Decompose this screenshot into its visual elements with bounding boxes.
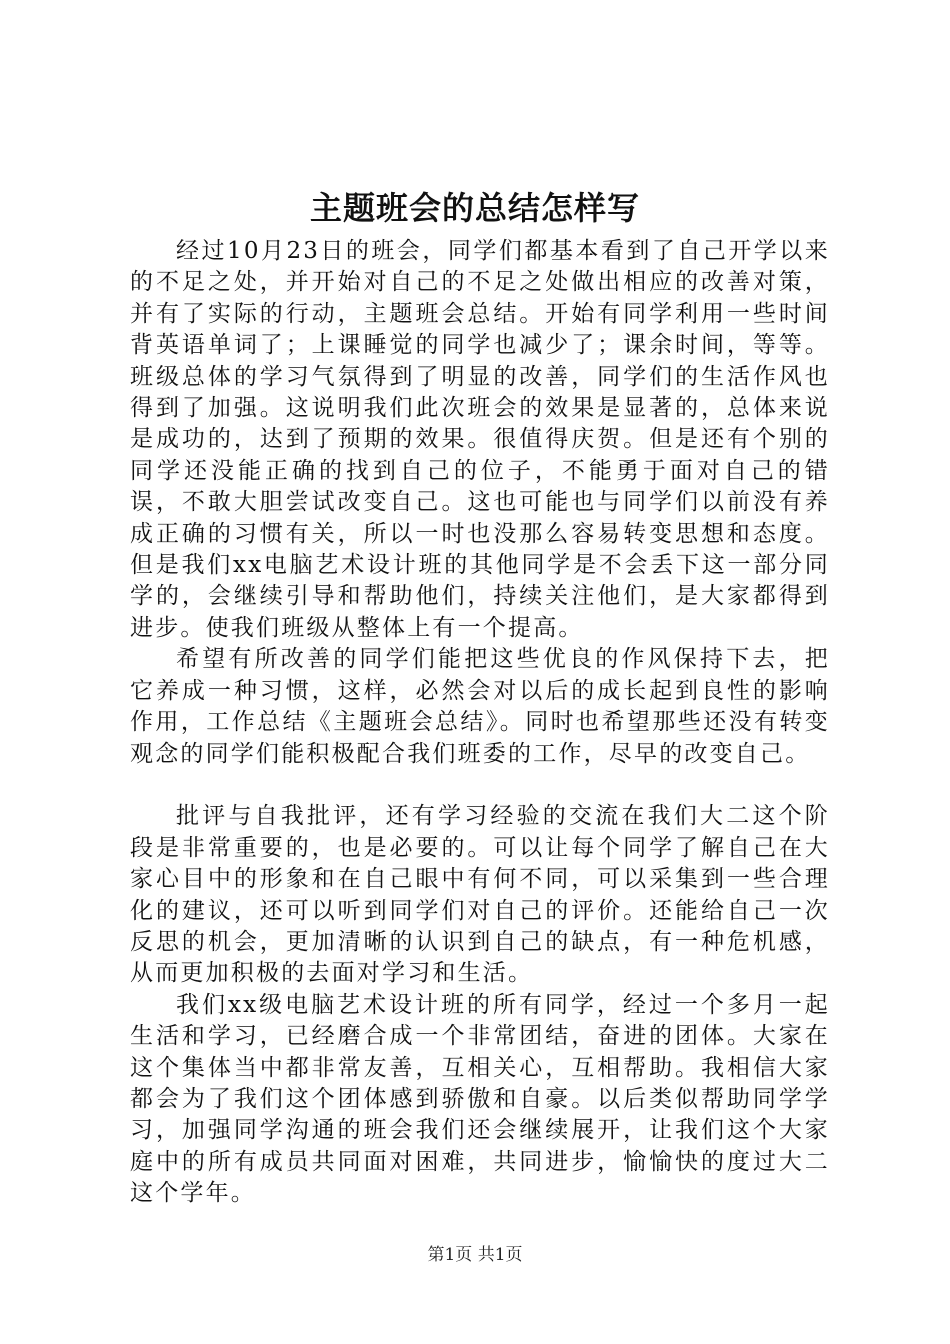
page-number-footer: 第1页 共1页 [427, 1245, 523, 1265]
paragraph-3: 批评与自我批评，还有学习经验的交流在我们大二这个阶段是非常重要的，也是必要的。可以让每个同学了解自己在大家心目中的形象和在自己眼中有何不同，可以采集到一些合理化的建议，还可以听到同学们对自己的评价。还能给自己一次反思的机会，更加清晰的认识到自己的缺点，有一种危机感，从而更加积极的去面对学习和生活。 [130, 803, 830, 987]
paragraph-2: 希望有所改善的同学们能把这些优良的作风保持下去，把它养成一种习惯，这样，必然会对以后的成长起到良性的影响作用，工作总结《主题班会总结》。同时也希望那些还没有转变观念的同学们能积极配合我们班委的工作，尽早的改变自己。 [130, 646, 830, 767]
paragraph-4: 我们xx级电脑艺术设计班的所有同学，经过一个多月一起生活和学习，已经磨合成一个非常团结，奋进的团体。大家在这个集体当中都非常友善，互相关心，互相帮助。我相信大家都会为了我们这个团体感到骄傲和自豪。以后类似帮助同学学习，加强同学沟通的班会我们还会继续展开，让我们这个大家庭中的所有成员共同面对困难，共同进步，愉愉快的度过大二这个学年。 [130, 991, 830, 1207]
document-title: 主题班会的总结怎样写 [309, 189, 640, 227]
paragraph-spacer [130, 770, 830, 801]
paragraph-1: 经过10月23日的班会，同学们都基本看到了自己开学以来的不足之处，并开始对自己的不足之处做出相应的改善对策，并有了实际的行动，主题班会总结。开始有同学利用一些时间背英语单词了；上课睡觉的同学也减少了；课余时间，等等。班级总体的学习气氛得到了明显的改善，同学们的生活作风也得到了加强。这说明我们此次班会的效果是显著的，总体来说是成功的，达到了预期的效果。很值得庆贺。但是还有个别的同学还没能正确的找到自己的位子，不能勇于面对自己的错误，不敢大胆尝试改变自己。这也可能也与同学们以前没有养成正确的习惯有关，所以一时也没那么容易转变思想和态度。但是我们xx电脑艺术设计班的其他同学是不会丢下这一部分同学的，会继续引导和帮助他们，持续关注他们，是大家都得到进步。使我们班级从整体上有一个提高。 [130, 238, 830, 641]
document-body [130, 236, 830, 1210]
